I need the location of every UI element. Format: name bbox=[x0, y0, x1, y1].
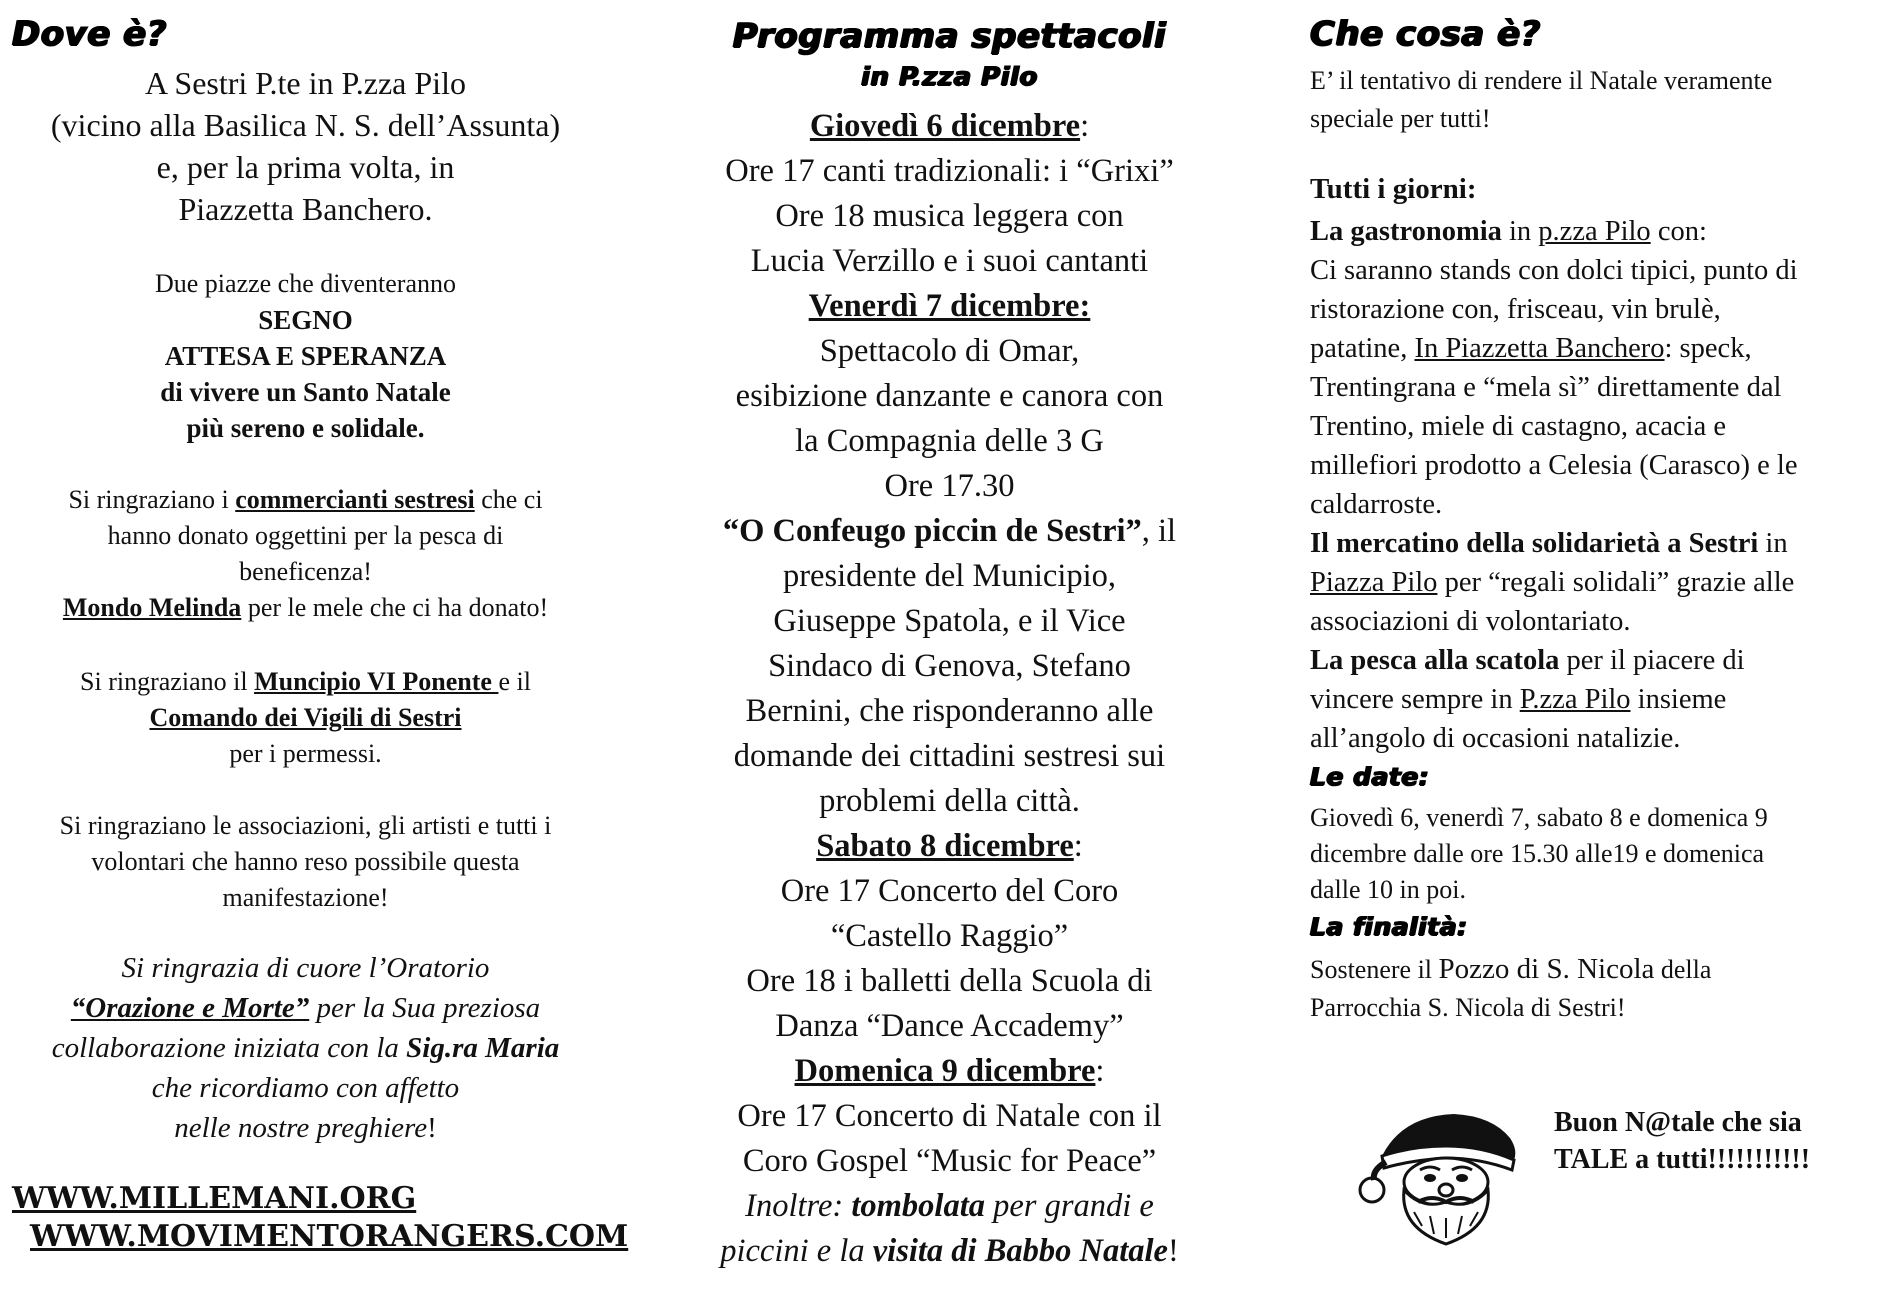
where-heading: Dove è? bbox=[12, 14, 167, 54]
activity-text: in bbox=[1501, 216, 1539, 247]
location-line: Piazzetta Banchero. bbox=[178, 191, 433, 227]
event-line: Giuseppe Spatola, e il Vice bbox=[773, 603, 1126, 639]
activity-text: per il piacere di bbox=[1559, 645, 1745, 676]
place-link: p.zza Pilo bbox=[1538, 216, 1651, 247]
santa-claus-icon bbox=[1342, 1098, 1528, 1248]
sereno-text: più sereno e solidale. bbox=[186, 413, 425, 443]
day-heading-thursday: Giovedì 6 dicembre bbox=[809, 108, 1081, 144]
market-label: Il mercatino della solidarietà a Sestri bbox=[1310, 528, 1759, 559]
event-line: Ore 17 Concerto del Coro bbox=[780, 873, 1119, 909]
activity-text: in bbox=[1758, 528, 1788, 559]
event-line: ! bbox=[1167, 1233, 1179, 1269]
program-body bbox=[672, 104, 1227, 1274]
activity-text: : speck, bbox=[1664, 333, 1752, 364]
activity-text: insieme bbox=[1630, 684, 1727, 715]
activity-text: ristorazione con, frisceau, vin brulè, bbox=[1310, 294, 1721, 325]
location-line: (vicino alla Basilica N. S. dell’Assunta) bbox=[50, 107, 561, 143]
location-block bbox=[8, 62, 603, 230]
purpose-text: Sostenere il bbox=[1310, 955, 1439, 984]
activity-text: per “regali solidali” grazie alle bbox=[1437, 567, 1795, 598]
activity-text: Ci saranno stands con dolci tipici, punto di bbox=[1310, 255, 1798, 286]
what-heading: Che cosa è? bbox=[1310, 14, 1541, 54]
piazze-intro: Due piazze che diventeranno bbox=[154, 269, 456, 298]
place-link: P.zza Pilo bbox=[1519, 684, 1631, 715]
thanks-text: Si ringrazia di cuore l’Oratorio bbox=[121, 952, 490, 984]
event-line: Ore 17 Concerto di Natale con il bbox=[737, 1098, 1162, 1134]
thanks-text: Si ringraziano il bbox=[80, 667, 255, 696]
event-line: domande dei cittadini sestresi sui bbox=[733, 738, 1166, 774]
purpose-text: Parrocchia S. Nicola di Sestri! bbox=[1310, 993, 1626, 1022]
pesca-label: La pesca alla scatola bbox=[1310, 645, 1560, 676]
thanks-text: nelle nostre preghiere bbox=[174, 1112, 428, 1144]
pozzo-name: Pozzo di S. Nicola bbox=[1438, 953, 1655, 985]
colon: : bbox=[1095, 1053, 1105, 1089]
vivere-text: di vivere un Santo Natale bbox=[160, 377, 451, 407]
merchants-link: commercianti sestresi bbox=[235, 485, 475, 514]
thanks-municipio bbox=[8, 664, 603, 772]
place-link: In Piazzetta Banchero bbox=[1414, 333, 1665, 364]
thanks-text: che ci bbox=[474, 485, 543, 514]
thanks-text: collaborazione iniziata con la bbox=[51, 1032, 407, 1064]
event-line: , il bbox=[1141, 513, 1177, 549]
event-line: problemi della città. bbox=[819, 783, 1080, 819]
event-line: la Compagnia delle 3 G bbox=[795, 423, 1104, 459]
tombolata-text: tombolata bbox=[851, 1188, 985, 1224]
dates-block bbox=[1310, 800, 1884, 908]
day-heading-saturday: Sabato 8 dicembre bbox=[816, 828, 1074, 864]
colon: : bbox=[1080, 108, 1090, 144]
colon: : bbox=[1073, 828, 1083, 864]
thanks-text: Si ringraziano le associazioni, gli artisti e tutti i bbox=[59, 811, 552, 840]
intro-block bbox=[1310, 62, 1884, 138]
greeting-block bbox=[1554, 1104, 1810, 1178]
event-line: Ore 17 canti tradizionali: i “Grixi” bbox=[725, 153, 1174, 189]
program-heading: Programma spettacoli bbox=[732, 16, 1167, 56]
intro-text: E’ il tentativo di rendere il Natale veramente bbox=[1310, 66, 1773, 95]
dates-text: dicembre dalle ore 15.30 alle19 e domenica bbox=[1310, 839, 1765, 868]
activity-text: millefiori prodotto a Celesia (Carasco) e le bbox=[1310, 450, 1798, 481]
municipio-link: Muncipio VI Ponente bbox=[254, 667, 499, 696]
sig-maria: Sig.ra Maria bbox=[406, 1032, 560, 1064]
thanks-text: volontari che hanno reso possibile questa bbox=[91, 847, 520, 876]
oratorio-name: “Orazione e Morte” bbox=[70, 992, 310, 1024]
website-link-rangers[interactable]: WWW.MOVIMENTORANGERS.COM bbox=[30, 1219, 629, 1254]
activity-text: associazioni di volontariato. bbox=[1310, 606, 1631, 637]
middle-column bbox=[672, 0, 1227, 1300]
website-block bbox=[12, 1180, 628, 1256]
left-column bbox=[8, 0, 629, 1300]
activities-block bbox=[1310, 212, 1884, 758]
event-line: Lucia Verzillo e i suoi cantanti bbox=[750, 243, 1149, 279]
thanks-text: ! bbox=[427, 1112, 437, 1144]
attesa-text: ATTESA E SPERANZA bbox=[164, 341, 447, 371]
activity-text: Trentingrana e “mela sì” direttamente dal bbox=[1310, 372, 1782, 403]
event-line: piccini e la bbox=[720, 1233, 873, 1269]
activity-text: con: bbox=[1650, 216, 1707, 247]
thanks-text: manifestazione! bbox=[222, 883, 389, 912]
thanks-associations bbox=[8, 808, 603, 916]
gastronomy-label: La gastronomia bbox=[1310, 216, 1502, 247]
event-line: Ore 17.30 bbox=[884, 468, 1015, 504]
purpose-heading: La finalità: bbox=[1310, 912, 1468, 941]
event-title: “O Confeugo piccin de Sestri” bbox=[722, 513, 1142, 549]
purpose-text: della bbox=[1654, 955, 1712, 984]
right-column bbox=[1310, 0, 1884, 1300]
event-line: Ore 18 musica leggera con bbox=[775, 198, 1124, 234]
event-line: per grandi e bbox=[985, 1188, 1154, 1224]
activity-text: patatine, bbox=[1310, 333, 1415, 364]
segno-text: SEGNO bbox=[258, 305, 353, 335]
event-line: Ore 18 i balletti della Scuola di bbox=[746, 963, 1153, 999]
activity-text: vincere sempre in bbox=[1310, 684, 1520, 715]
place-link: Piazza Pilo bbox=[1310, 567, 1438, 598]
thanks-text: beneficenza! bbox=[239, 557, 372, 586]
thanks-text: e il bbox=[498, 667, 531, 696]
thanks-text: Si ringraziano i bbox=[68, 485, 236, 514]
purpose-block bbox=[1310, 950, 1884, 1027]
activity-text: Trentino, miele di castagno, acacia e bbox=[1310, 411, 1727, 442]
dates-text: Giovedì 6, venerdì 7, sabato 8 e domenica 9 bbox=[1310, 803, 1768, 832]
intro-text: speciale per tutti! bbox=[1310, 104, 1491, 133]
event-line: esibizione danzante e canora con bbox=[735, 378, 1164, 414]
day-heading-friday: Venerdì 7 dicembre: bbox=[808, 288, 1091, 324]
vigili-link: Comando dei Vigili di Sestri bbox=[149, 703, 462, 732]
activity-text: caldarroste. bbox=[1310, 489, 1443, 520]
piazze-block bbox=[8, 266, 603, 446]
melinda-link: Mondo Melinda bbox=[62, 593, 242, 622]
event-line: Inoltre: bbox=[745, 1188, 852, 1224]
website-link-millemani[interactable]: WWW.MILLEMANI.ORG bbox=[12, 1181, 417, 1216]
activity-text: all’angolo di occasioni natalizie. bbox=[1310, 723, 1681, 754]
thanks-text: per le mele che ci ha donato! bbox=[241, 593, 549, 622]
event-line: Coro Gospel “Music for Peace” bbox=[742, 1143, 1157, 1179]
thanks-text: per i permessi. bbox=[229, 739, 382, 768]
every-day-heading: Tutti i giorni: bbox=[1310, 173, 1477, 205]
greeting-text: TALE a tutti!!!!!!!!!!! bbox=[1554, 1144, 1811, 1175]
event-line: “Castello Raggio” bbox=[830, 918, 1069, 954]
thanks-text: che ricordiamo con affetto bbox=[151, 1072, 460, 1104]
event-line: Danza “Dance Accademy” bbox=[775, 1008, 1124, 1044]
location-line: A Sestri P.te in P.zza Pilo bbox=[145, 65, 466, 101]
location-line: e, per la prima volta, in bbox=[156, 149, 455, 185]
dates-heading: Le date: bbox=[1310, 762, 1430, 791]
event-line: Sindaco di Genova, Stefano bbox=[768, 648, 1131, 684]
thanks-text: hanno donato oggettini per la pesca di bbox=[107, 521, 504, 550]
thanks-text: per la Sua preziosa bbox=[309, 992, 541, 1024]
thanks-oratorio bbox=[8, 948, 603, 1148]
event-line: Bernini, che risponderanno alle bbox=[745, 693, 1154, 729]
event-line: Spettacolo di Omar, bbox=[819, 333, 1080, 369]
greeting-text: Buon N@tale che sia bbox=[1554, 1107, 1802, 1138]
event-line: presidente del Municipio, bbox=[782, 558, 1117, 594]
program-subheading: in P.zza Pilo bbox=[861, 62, 1038, 92]
thanks-merchants bbox=[8, 482, 603, 626]
babbo-natale-text: visita di Babbo Natale bbox=[872, 1233, 1168, 1269]
dates-text: dalle 10 in poi. bbox=[1310, 875, 1466, 904]
day-heading-sunday: Domenica 9 dicembre bbox=[794, 1053, 1096, 1089]
